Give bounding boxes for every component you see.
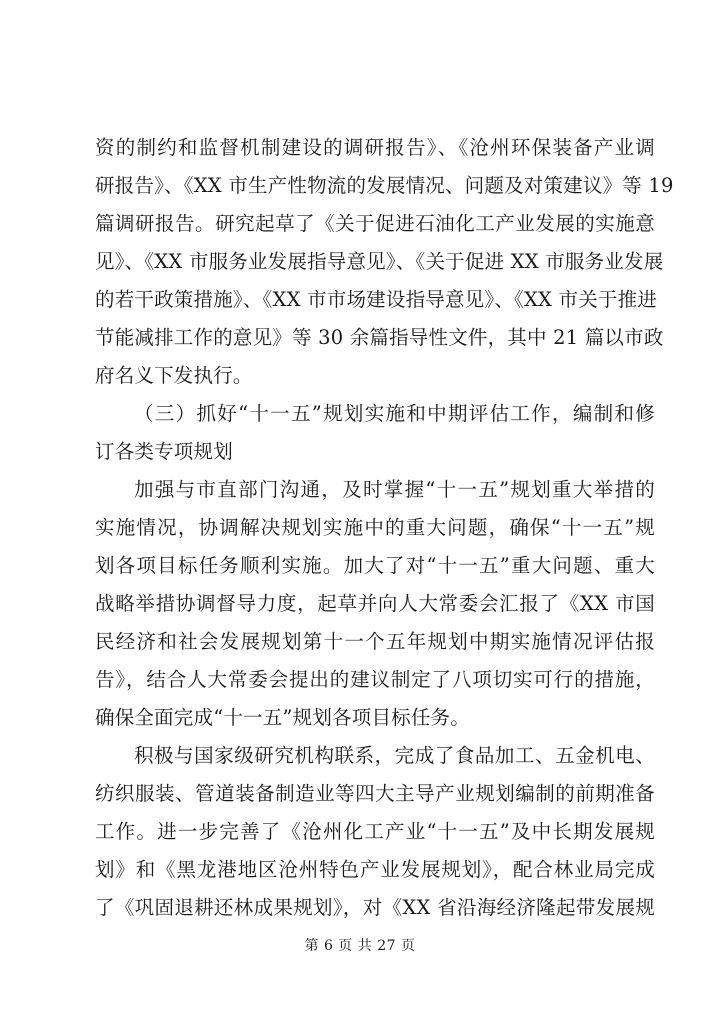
text-line: 工作。进一步完善了《沧州化工产业“十一五”及中长期发展规 [95, 820, 655, 843]
text-line: 划》和《黑龙港地区沧州特色产业发展规划》，配合林业局完成 [95, 858, 655, 881]
text-line: 篇调研报告。研究起草了《关于促进石油化工产业发展的实施意 [95, 212, 655, 235]
text-line: 纺织服装、管道装备制造业等四大主导产业规划编制的前期准备 [95, 782, 655, 805]
section-heading-continued: 订各类专项规划 [95, 440, 233, 463]
text-line: 告》，结合人大常委会提出的建议制定了八项切实可行的措施， [95, 668, 655, 691]
text-line: 资的制约和监督机制建设的调研报告》、《沧州环保装备产业调 [95, 136, 655, 159]
text-line: 见》、《XX 市服务业发展指导意见》、《关于促进 XX 市服务业发展 [95, 250, 664, 273]
page-number-footer: 第 6 页 共 27 页 [304, 938, 416, 954]
text-line: 积极与国家级研究机构联系，完成了食品加工、五金机电、 [134, 744, 655, 767]
text-line: 加强与市直部门沟通，及时掌握“十一五”规划重大举措的 [134, 478, 655, 501]
text-line: 了《巩固退耕还林成果规划》，对《XX 省沿海经济隆起带发展规 [95, 896, 655, 919]
text-line: 府名义下发执行。 [95, 364, 253, 387]
section-heading: （三）抓好“十一五”规划实施和中期评估工作，编制和修 [134, 402, 655, 425]
text-line: 划各项目标任务顺利实施。加大了对“十一五”重大问题、重大 [95, 554, 655, 577]
text-line: 的若干政策措施》、《XX 市市场建设指导意见》、《XX 市关于推进 [95, 288, 658, 311]
text-line: 实施情况，协调解决规划实施中的重大问题，确保“十一五”规 [95, 516, 655, 539]
text-line: 战略举措协调督导力度，起草并向人大常委会汇报了《XX 市国 [95, 592, 655, 615]
text-line: 节能减排工作的意见》等 30 余篇指导性文件，其中 21 篇以市政 [95, 326, 664, 349]
text-line: 民经济和社会发展规划第十一个五年规划中期实施情况评估报 [95, 630, 655, 653]
text-line: 研报告》、《XX 市生产性物流的发展情况、问题及对策建议》等 19 [95, 174, 674, 197]
text-line: 确保全面完成“十一五”规划各项目标任务。 [95, 706, 470, 729]
